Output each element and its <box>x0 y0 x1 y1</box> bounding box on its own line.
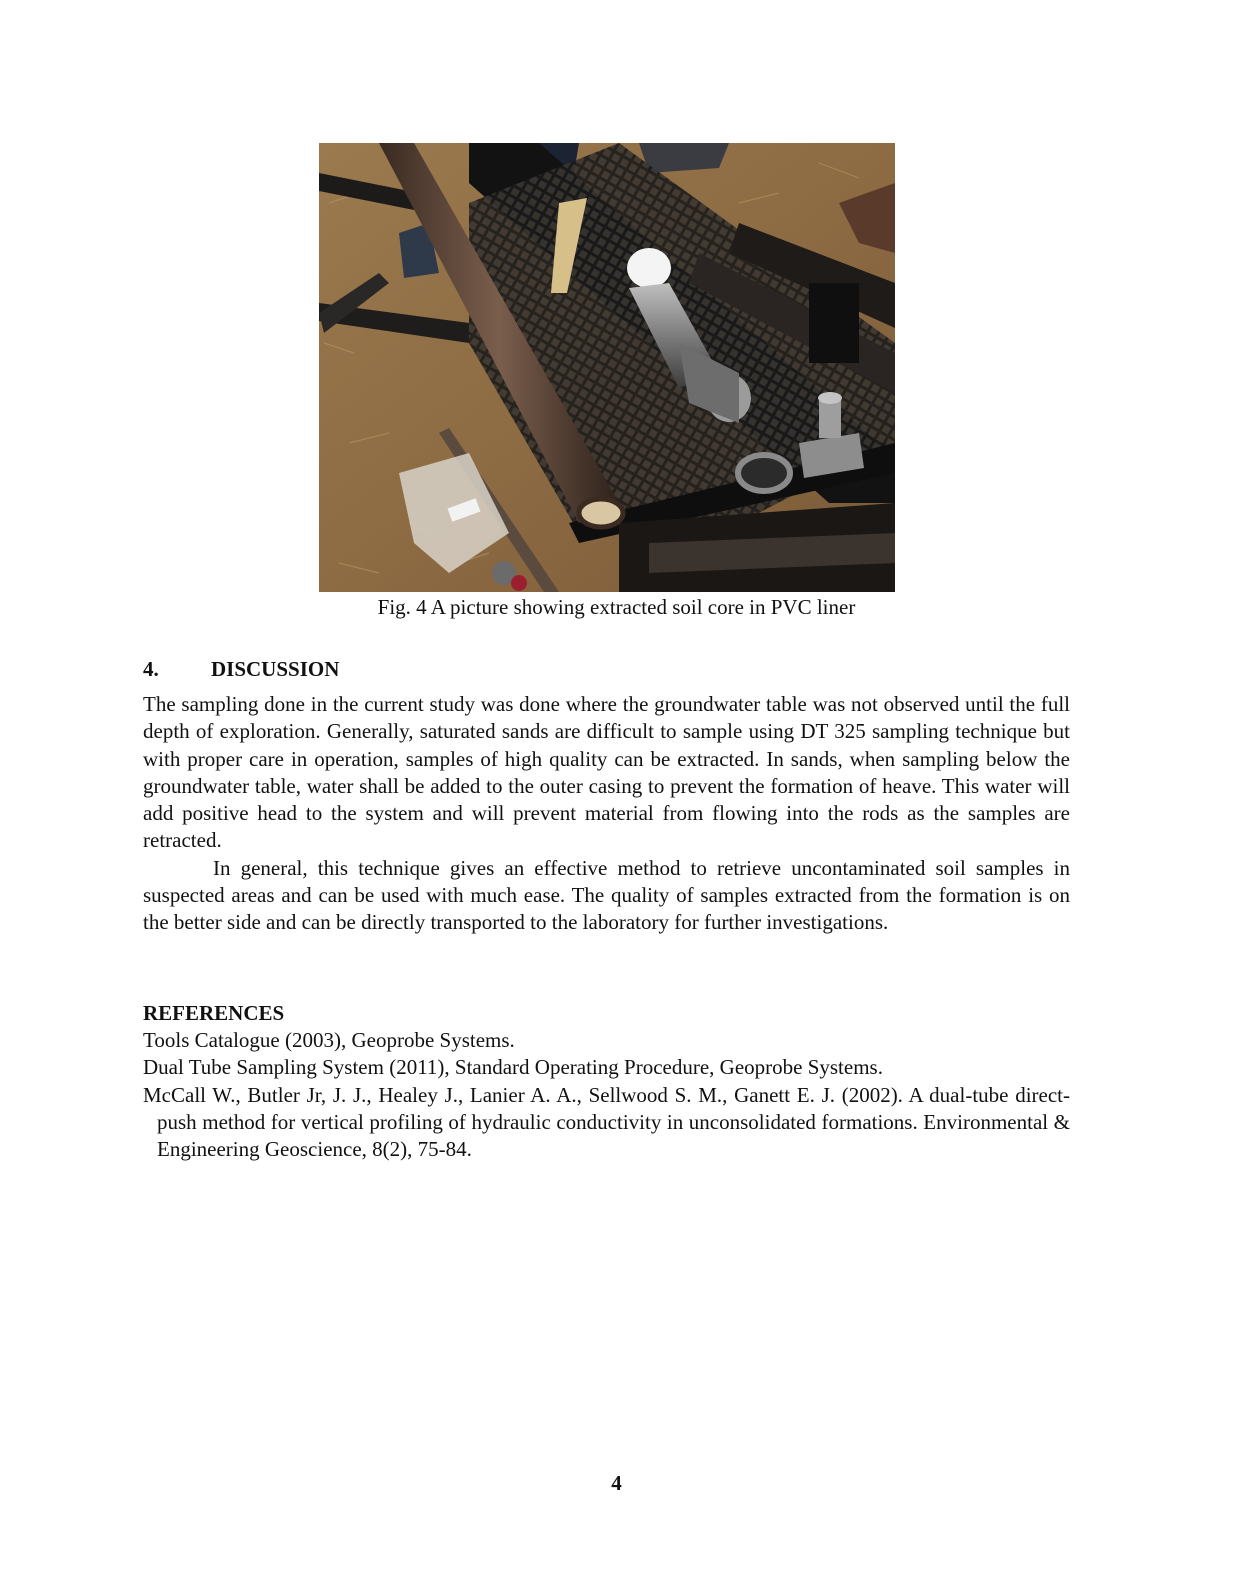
figure-photo-soil-core <box>319 143 895 592</box>
section-number: 4. <box>143 657 159 681</box>
paragraph: The sampling done in the current study was done where the groundwater table was not observed until the full depth of exploration. Generally, saturated sands are difficult to sample using DT 325 sampling technique but with proper care in operation, samples of high quality can be extracted. In sands, when sampling below the groundwater table, water shall be added to the outer casing to prevent the formation of heave. This water will add positive head to the system and will prevent material from flowing into the rods as the samples are retracted. <box>143 692 1070 853</box>
reference-item: Tools Catalogue (2003), Geoprobe Systems. <box>143 1028 515 1052</box>
reference-item: Dual Tube Sampling System (2011), Standard Operating Procedure, Geoprobe Systems. <box>143 1055 883 1080</box>
figure-caption: Fig. 4 A picture showing extracted soil core in PVC liner <box>377 595 856 619</box>
paragraph: In general, this technique gives an effective method to retrieve uncontaminated soil samples in suspected areas and can be used with much ease. The quality of samples extracted from the formation is on the better side and can be directly transported to the laboratory for further investigations. <box>143 855 1070 935</box>
page-number: 4 <box>611 1471 622 1495</box>
soil-core-photo <box>319 143 895 592</box>
references-heading: REFERENCES <box>143 1001 285 1025</box>
discussion-body <box>143 691 1070 937</box>
references-list <box>143 1027 1070 1163</box>
reference-item: McCall W., Butler Jr, J. J., Healey J., Lanier A. A., Sellwood S. M., Ganett E. J. (2002). A dual-tube direct-push method for vertical profiling of hydraulic conductivity in unconsolidated formations. Environmental & Engineering Geoscience, 8(2), 75-84. <box>143 1082 1070 1162</box>
section-heading <box>143 656 339 682</box>
section-title: DISCUSSION <box>211 657 340 681</box>
